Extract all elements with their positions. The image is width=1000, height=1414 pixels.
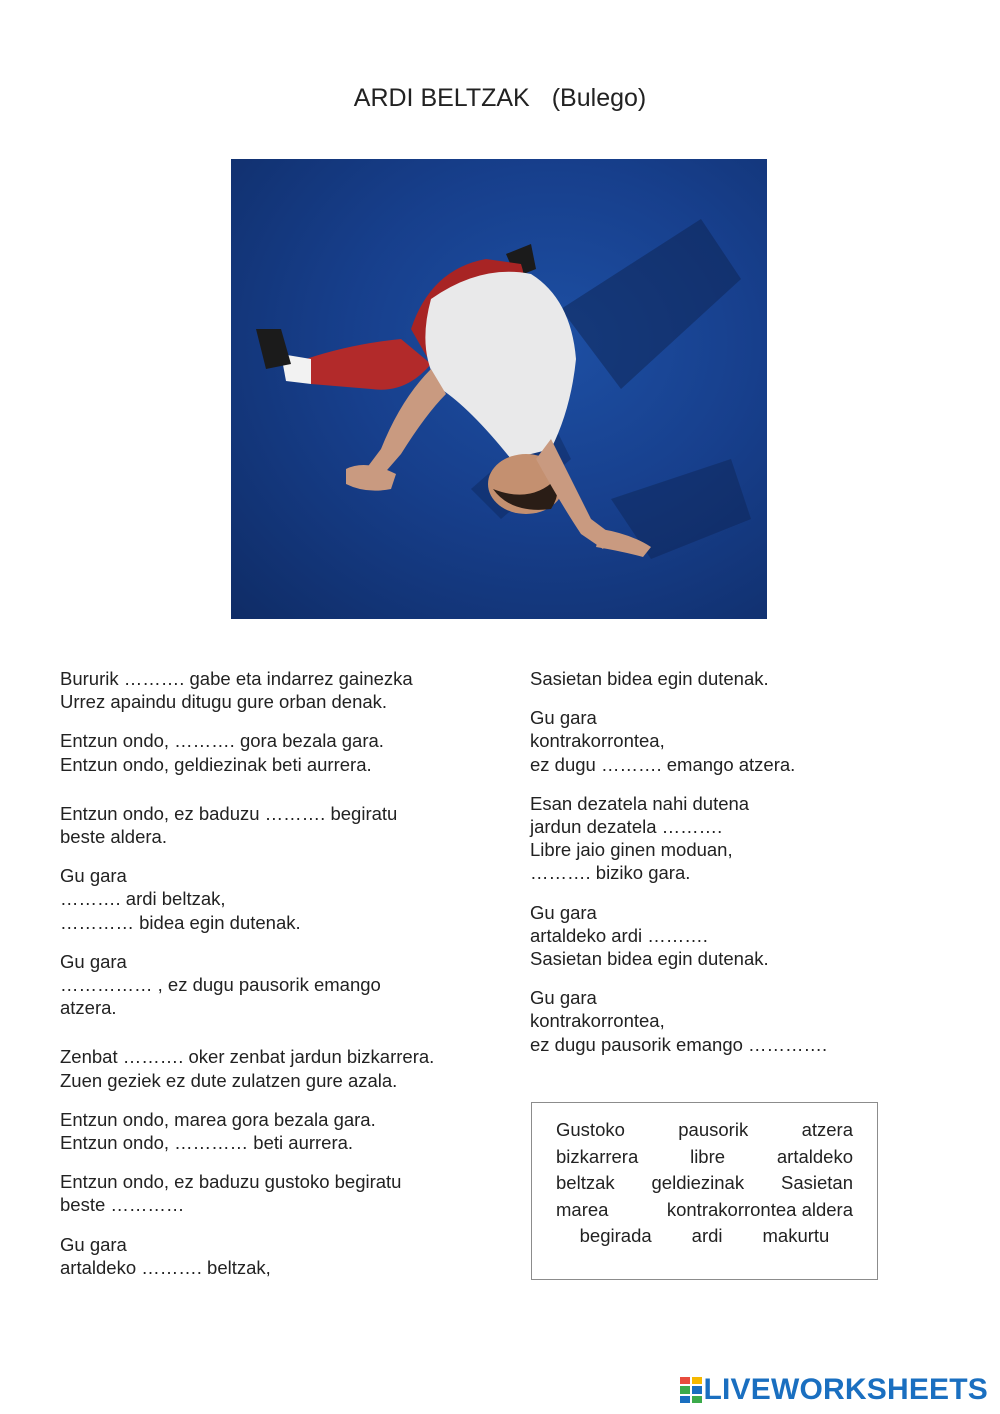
lyric-line: jardun dezatela ………. [530, 816, 723, 838]
stanza [60, 1045, 490, 1091]
lyric-line: Entzun ondo, ez baduzu ………. begiratu [60, 802, 398, 824]
word-bank-word: atzera [801, 1119, 853, 1140]
lyric-line: beste ………… [60, 1194, 185, 1216]
lyric-line: kontrakorrontea, [530, 1010, 665, 1032]
stanza [60, 729, 490, 775]
lyric-line: Gu gara [60, 1233, 127, 1255]
word-bank-word: bizkarrera [556, 1145, 639, 1167]
lyric-line: Entzun ondo, marea gora bezala gara. [60, 1108, 376, 1130]
lyric-line: Zenbat ………. oker zenbat jardun bizkarrera. [60, 1046, 435, 1068]
word-bank-word: beltzak [556, 1172, 615, 1193]
stanza [60, 1170, 490, 1216]
word-bank-word: geldiezinak [651, 1172, 745, 1193]
lyric-line: Gu gara [530, 901, 597, 923]
word-bank-word: ardi [691, 1225, 723, 1246]
lyric-line: Zuen geziek ez dute zulatzen gure azala. [60, 1069, 398, 1091]
lyric-line: Bururik ………. gabe eta indarrez gainezka [60, 668, 413, 689]
breakdancer-illustration [231, 159, 767, 619]
stanza [530, 901, 950, 971]
title-subtitle: (Bulego) [551, 84, 647, 112]
stanza [530, 792, 950, 885]
lyric-line: Gu gara [530, 987, 597, 1009]
word-bank-word: artaldeko [776, 1145, 853, 1167]
stanza [530, 986, 950, 1056]
word-bank-word: kontrakorrontea aldera [666, 1198, 853, 1220]
word-bank-word: libre [690, 1145, 726, 1167]
stanza [60, 1108, 490, 1154]
word-bank-word: begirada [579, 1225, 652, 1246]
lyric-line: ………. ardi beltzak, [60, 888, 226, 910]
lyric-line: Sasietan bidea egin dutenak. [530, 668, 769, 689]
liveworksheets-brand[interactable] [680, 1373, 989, 1407]
word-bank-row [556, 1170, 853, 1197]
word-bank-row [556, 1197, 853, 1224]
lyric-line: Esan dezatela nahi dutena [530, 792, 750, 814]
lyric-line: kontrakorrontea, [530, 730, 665, 752]
lyrics-left-column [60, 667, 490, 1279]
word-bank [531, 1102, 878, 1280]
lyric-line: ………… bidea egin dutenak. [60, 911, 301, 933]
word-bank-word: makurtu [762, 1225, 830, 1246]
lyric-line: Entzun ondo, geldiezinak beti aurrera. [60, 753, 372, 775]
word-bank-word: marea [556, 1198, 609, 1220]
stanza [530, 706, 950, 776]
word-bank-word: Sasietan [780, 1172, 853, 1193]
liveworksheets-logo-icon [680, 1377, 702, 1403]
stanza [60, 950, 490, 1020]
lyric-line: Gu gara [530, 707, 597, 729]
lyric-line: Entzun ondo, ………. gora bezala gara. [60, 730, 384, 752]
lyric-line: beste aldera. [60, 826, 167, 848]
word-bank-row [556, 1144, 853, 1171]
lyrics-right-column [530, 667, 950, 1056]
lyric-line: ………. biziko gara. [530, 862, 691, 884]
lyric-line: …………… , ez dugu pausorik emango [60, 974, 381, 996]
stanza [60, 1233, 490, 1279]
lyric-line: ez dugu pausorik emango …………. [530, 1033, 828, 1055]
lyric-line: Libre jaio ginen moduan, [530, 839, 733, 861]
word-bank-row [556, 1117, 853, 1144]
stanza [60, 667, 490, 713]
title-main: ARDI BELTZAK [353, 84, 530, 112]
lyric-line: Gu gara [60, 950, 127, 972]
word-bank-word: Gustoko [556, 1119, 625, 1140]
stanza [530, 667, 950, 690]
word-bank-row [556, 1223, 853, 1250]
lyric-line: ez dugu ………. emango atzera. [530, 753, 796, 775]
word-bank-word: pausorik [678, 1119, 749, 1140]
lyric-line: Sasietan bidea egin dutenak. [530, 948, 769, 970]
lyric-line: Entzun ondo, ………… beti aurrera. [60, 1132, 354, 1154]
stanza [60, 802, 490, 848]
stanza [60, 864, 490, 934]
lyric-line: Gu gara [60, 865, 127, 887]
lyric-line: Urrez apaindu ditugu gure orban denak. [60, 691, 388, 713]
lyric-line: artaldeko ardi ………. [530, 924, 708, 946]
lyric-line: artaldeko ………. beltzak, [60, 1256, 271, 1278]
page-title [0, 84, 1000, 113]
lyric-line: atzera. [60, 997, 117, 1019]
brand-name: LIVEWORKSHEETS [703, 1373, 988, 1406]
cover-photo [231, 159, 767, 619]
lyric-line: Entzun ondo, ez baduzu gustoko begiratu [60, 1171, 402, 1193]
